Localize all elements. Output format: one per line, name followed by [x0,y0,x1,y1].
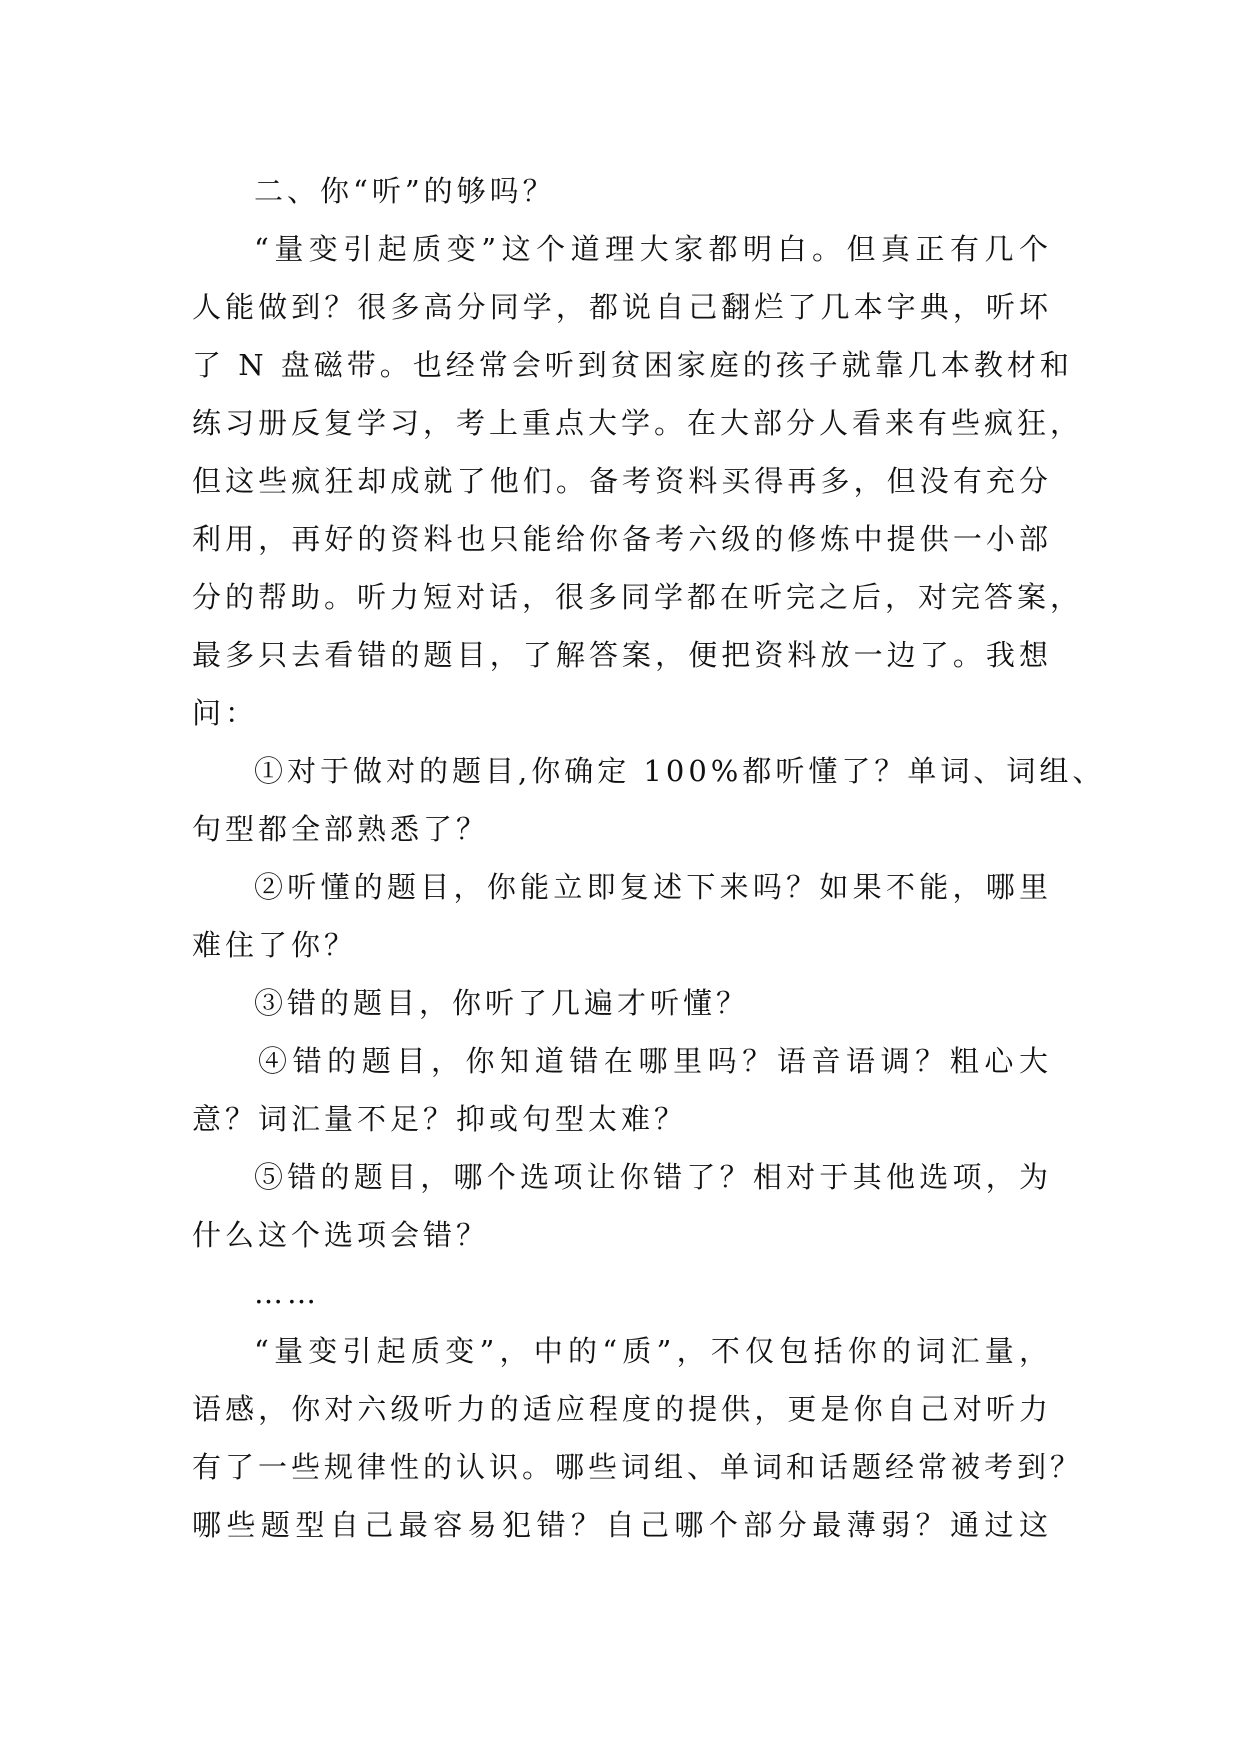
ellipsis: …… [254,1276,320,1310]
paragraph-line: “量变引起质变”这个道理大家都明白。但真正有几个 [254,232,1052,266]
question-item: ④错的题目，你知道错在哪里吗？语音语调？粗心大 [258,1044,1052,1078]
paragraph-line: “量变引起质变”，中的“质”，不仅包括你的词汇量， [254,1334,1052,1368]
document-body [192,162,1106,1554]
question-item-continuation: 意？词汇量不足？抑或句型太难？ [192,1102,688,1136]
section-heading: 二、你“听”的够吗？ [254,174,556,208]
paragraph-line: 人能做到？很多高分同学，都说自己翻烂了几本字典，听坏 [192,290,1052,324]
paragraph-line: 利用，再好的资料也只能给你备考六级的修炼中提供一小部 [192,522,1052,556]
paragraph-line: 语感，你对六级听力的适应程度的提供，更是你自己对听力 [192,1392,1052,1426]
paragraph-line: 哪些题型自己最容易犯错？自己哪个部分最薄弱？通过这 [192,1508,1052,1542]
paragraph-line: 最多只去看错的题目，了解答案，便把资料放一边了。我想 [192,638,1052,672]
question-item: ③错的题目，你听了几遍才听懂？ [254,986,750,1020]
paragraph-line: 了 N 盘磁带。也经常会听到贫困家庭的孩子就靠几本教材和 [192,348,1073,382]
paragraph-line: 但这些疯狂却成就了他们。备考资料买得再多，但没有充分 [192,464,1052,498]
paragraph-line: 问： [192,696,259,730]
paragraph-line: 分的帮助。听力短对话，很多同学都在听完之后，对完答案， [192,580,1084,614]
paragraph-line: 练习册反复学习，考上重点大学。在大部分人看来有些疯狂， [192,406,1084,440]
paragraph-line: 有了一些规律性的认识。哪些词组、单词和话题经常被考到？ [192,1450,1084,1484]
question-item: ⑤错的题目，哪个选项让你错了？相对于其他选项，为 [254,1160,1052,1194]
question-item: ②听懂的题目，你能立即复述下来吗？如果不能，哪里 [254,870,1052,904]
question-item-continuation: 什么这个选项会错？ [192,1218,490,1252]
question-item-continuation: 句型都全部熟悉了？ [192,812,490,846]
question-item-continuation: 难住了你？ [192,928,358,962]
question-item: ①对于做对的题目,你确定 100%都听懂了？单词、词组、 [254,754,1106,788]
